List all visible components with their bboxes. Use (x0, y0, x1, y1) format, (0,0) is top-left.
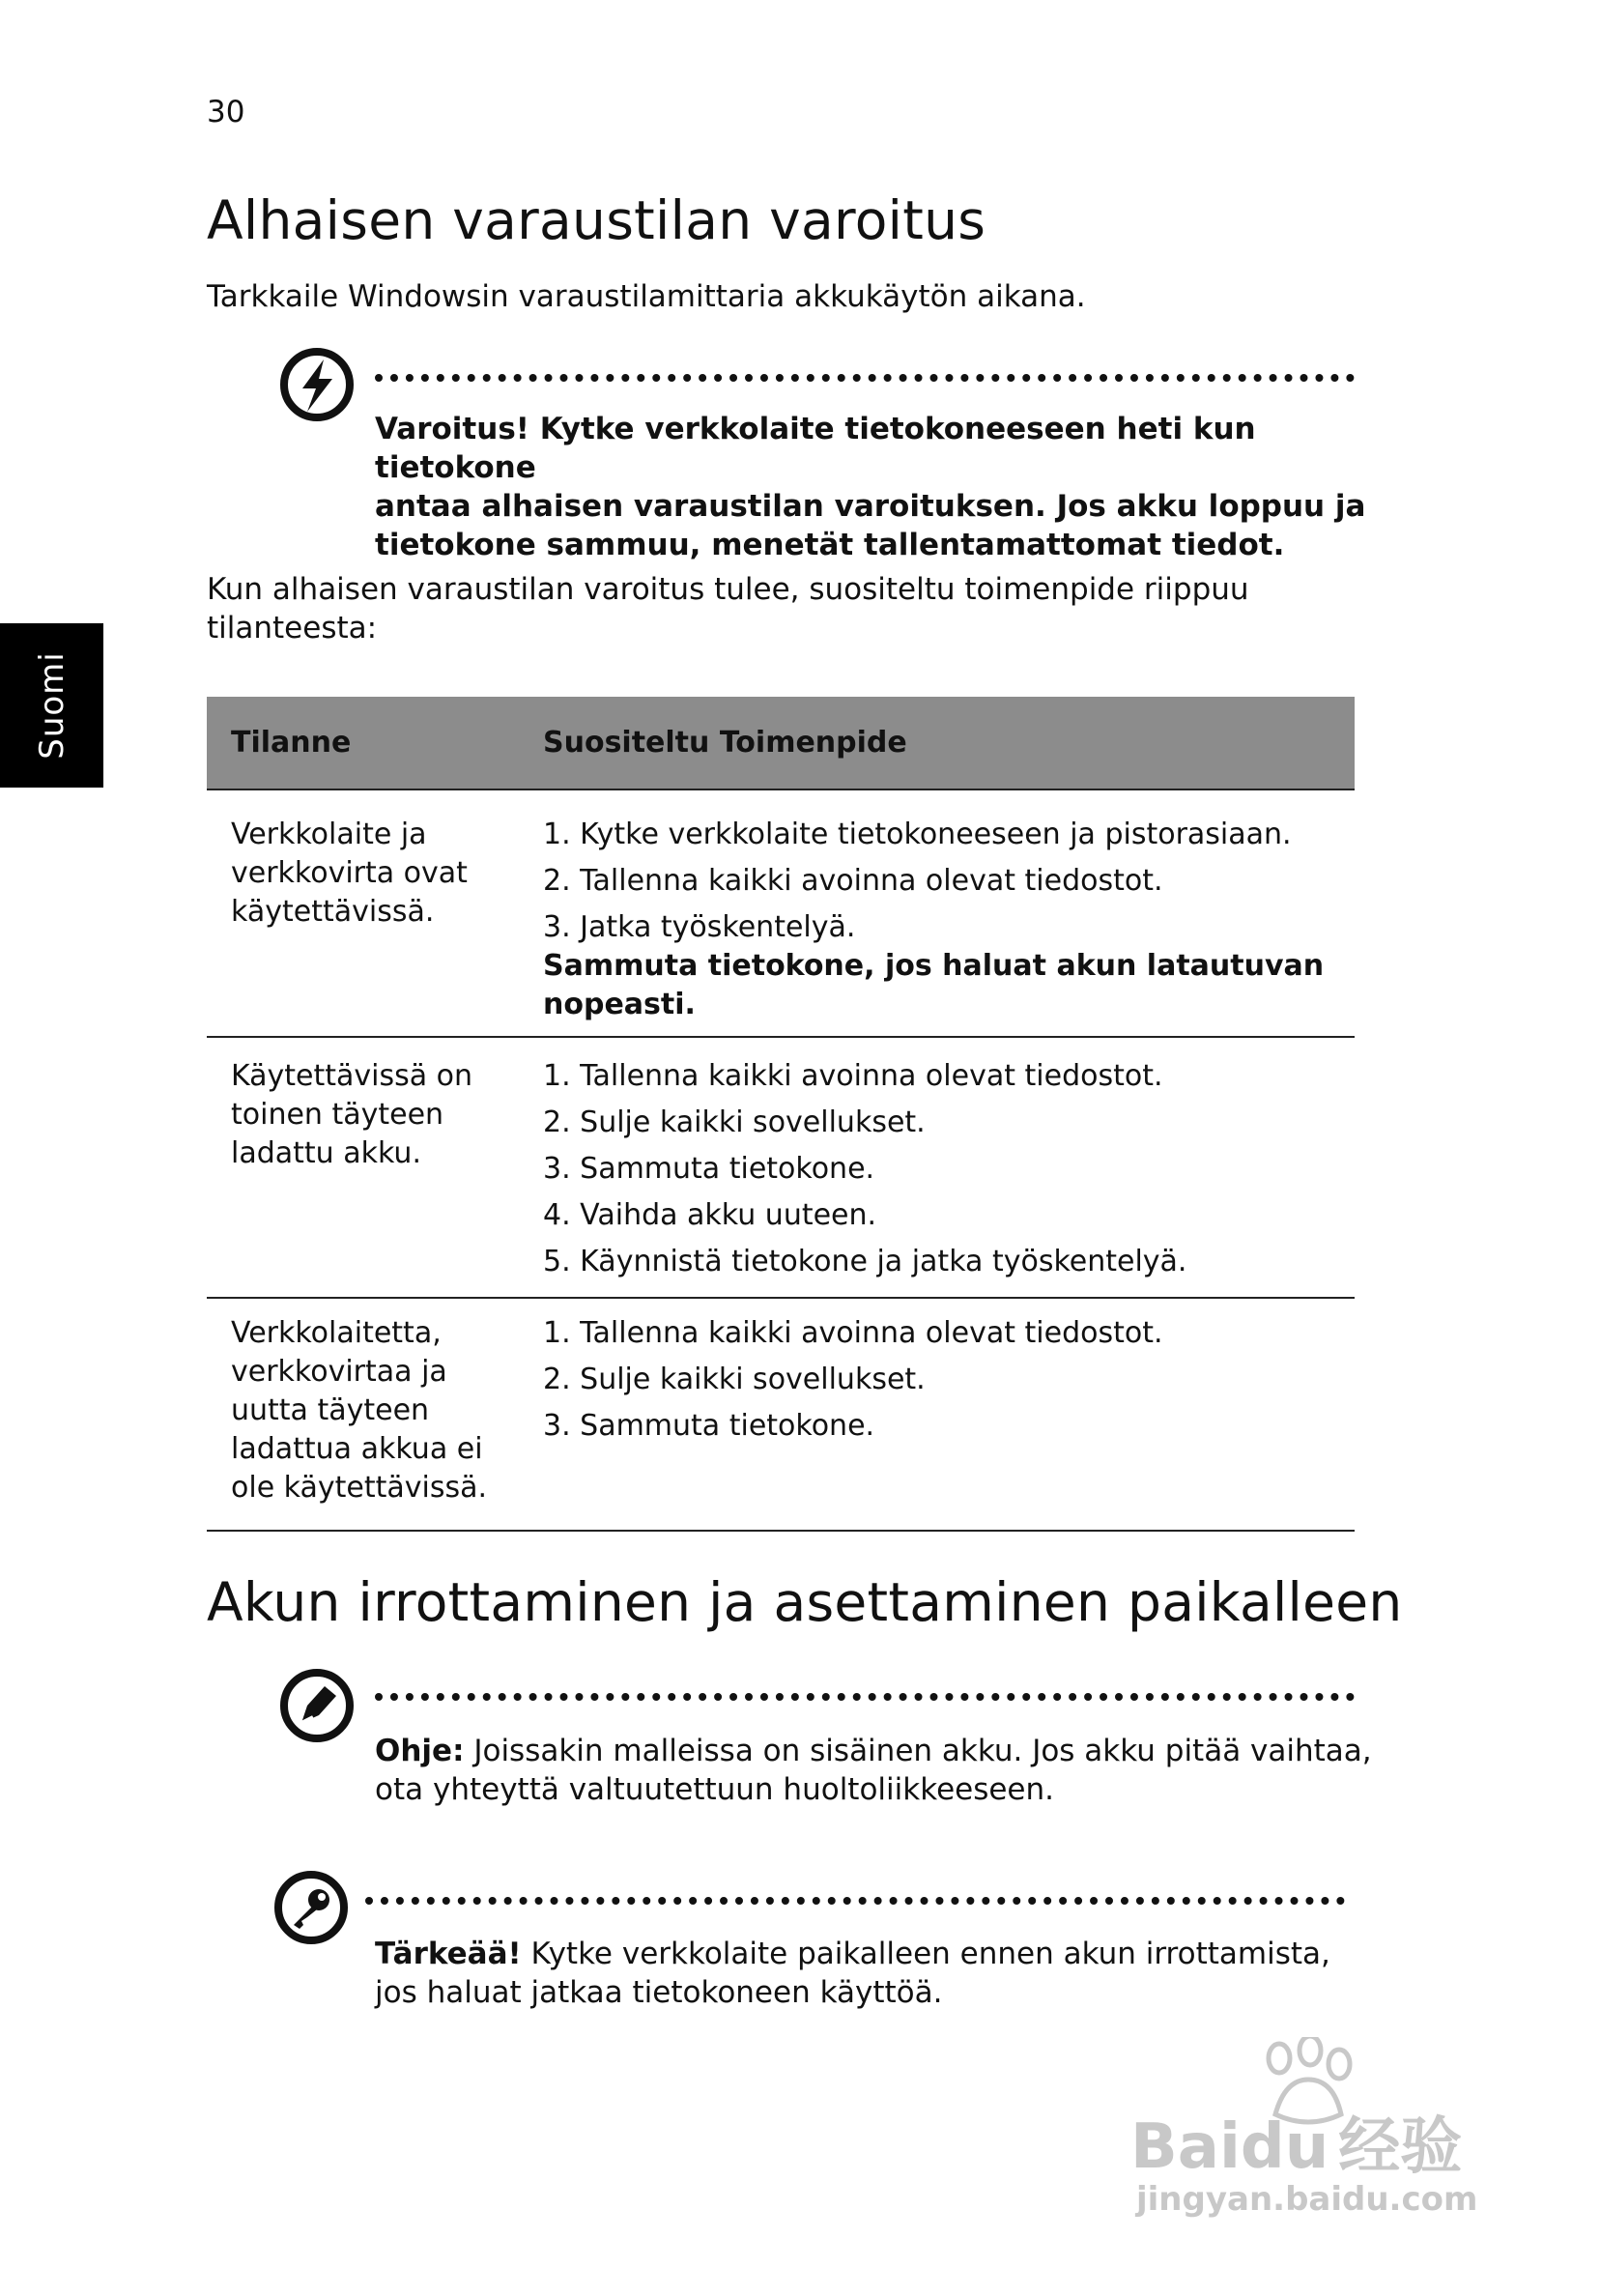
action-step: 1. Tallenna kaikki avoinna olevat tiedostot. (543, 1059, 1163, 1093)
action-step: 5. Käynnistä tietokone ja jatka työskentelyä. (543, 1245, 1187, 1278)
note-line: ota yhteyttä valtuutettuun huoltoliikkeeseen. (375, 1772, 1055, 1807)
action-cell (543, 1057, 1345, 1289)
warning-dotted-rule (375, 374, 1355, 382)
column-header-action: Suositeltu Toimenpide (543, 726, 907, 760)
situation-cell (231, 1057, 521, 1173)
table-row (207, 790, 1355, 1038)
important-dotted-rule (365, 1897, 1345, 1905)
lead-paragraph (207, 570, 1366, 647)
note-text (375, 1732, 1380, 1809)
warning-text (375, 410, 1380, 564)
table-row (207, 1299, 1355, 1532)
warning-lightning-icon (278, 346, 356, 423)
important-key-icon (272, 1869, 350, 1946)
important-text (375, 1935, 1380, 2012)
situation-line: ladattu akku. (231, 1136, 421, 1170)
warning-line: tietokone sammuu, menetät tallentamattomat tiedot. (375, 528, 1285, 562)
action-step: 3. Sammuta tietokone. (543, 1409, 875, 1443)
action-cell (543, 1314, 1345, 1453)
note-text-rest: Joissakin malleissa on sisäinen akku. Jos akku pitää vaihtaa, (464, 1734, 1372, 1768)
action-step: 2. Tallenna kaikki avoinna olevat tiedostot. (543, 864, 1163, 898)
situation-cell (231, 1314, 521, 1507)
important-line: jos haluat jatkaa tietokoneen käyttöä. (375, 1975, 943, 2010)
lead-line: tilanteesta: (207, 611, 378, 646)
situation-line: Käytettävissä on (231, 1059, 473, 1093)
watermark-brand-part: du (1240, 2111, 1329, 2183)
watermark-url: jingyan.baidu.com (1136, 2180, 1478, 2219)
action-step: 2. Sulje kaikki sovellukset. (543, 1363, 926, 1396)
warning-line: Varoitus! Kytke verkkolaite tietokoneeseen heti kun tietokone (375, 412, 1256, 485)
note-line (375, 1732, 1380, 1770)
side-tab-label: Suomi (32, 651, 71, 760)
battery-action-table (207, 697, 1355, 1532)
situation-line: Verkkolaite ja (231, 818, 427, 851)
warning-icon-wrap (278, 346, 356, 427)
situation-line: ole käytettävissä. (231, 1471, 488, 1505)
situation-line: toinen täyteen (231, 1098, 444, 1132)
action-emphasis: Sammuta tietokone, jos haluat akun latautuvan (543, 949, 1325, 983)
action-step: 4. Vaihda akku uuteen. (543, 1198, 877, 1232)
intro-paragraph: Tarkkaile Windowsin varaustilamittaria akkukäytön aikana. (207, 279, 1086, 314)
action-cell (543, 816, 1345, 1024)
action-step: 3. Sammuta tietokone. (543, 1152, 875, 1186)
watermark-cn: 经验 (1338, 2111, 1463, 2183)
important-icon-wrap (272, 1869, 350, 1950)
note-icon-wrap (278, 1667, 356, 1748)
lead-line: Kun alhaisen varaustilan varoitus tulee, suositeltu toimenpide riippuu (207, 572, 1249, 607)
situation-line: verkkovirta ovat (231, 856, 468, 890)
note-pen-icon (278, 1667, 356, 1744)
action-step: 1. Kytke verkkolaite tietokoneeseen ja pistorasiaan. (543, 818, 1292, 851)
important-label: Tärkeää! (375, 1937, 522, 1971)
note-dotted-rule (375, 1693, 1355, 1701)
important-text-rest: Kytke verkkolaite paikalleen ennen akun irrottamista, (521, 1937, 1330, 1971)
table-row (207, 1038, 1355, 1299)
situation-line: Verkkolaitetta, (231, 1316, 442, 1350)
situation-line: uutta täyteen (231, 1393, 430, 1427)
section-title-battery-removal: Akun irrottaminen ja asettaminen paikalleen (207, 1571, 1403, 1633)
warning-line: antaa alhaisen varaustilan varoituksen. Jos akku loppuu ja (375, 489, 1366, 524)
page-number: 30 (207, 95, 245, 129)
table-header (207, 697, 1355, 790)
column-header-situation: Tilanne (231, 726, 352, 760)
watermark-brand-part: Bai (1130, 2111, 1241, 2183)
action-emphasis: nopeasti. (543, 988, 696, 1021)
situation-cell (231, 816, 521, 932)
action-step: 2. Sulje kaikki sovellukset. (543, 1105, 926, 1139)
action-step: 3. Jatka työskentelyä. (543, 910, 856, 944)
situation-line: käytettävissä. (231, 895, 435, 929)
language-side-tab (0, 623, 103, 788)
situation-line: ladattua akkua ei (231, 1432, 483, 1466)
action-step: 1. Tallenna kaikki avoinna olevat tiedostot. (543, 1316, 1163, 1350)
important-line (375, 1935, 1380, 1973)
baidu-watermark (1130, 2037, 1498, 2221)
note-label: Ohje: (375, 1734, 465, 1768)
situation-line: verkkovirtaa ja (231, 1355, 447, 1389)
section-title-low-battery-warning: Alhaisen varaustilan varoitus (207, 189, 986, 251)
watermark-brand (1130, 2097, 1462, 2186)
